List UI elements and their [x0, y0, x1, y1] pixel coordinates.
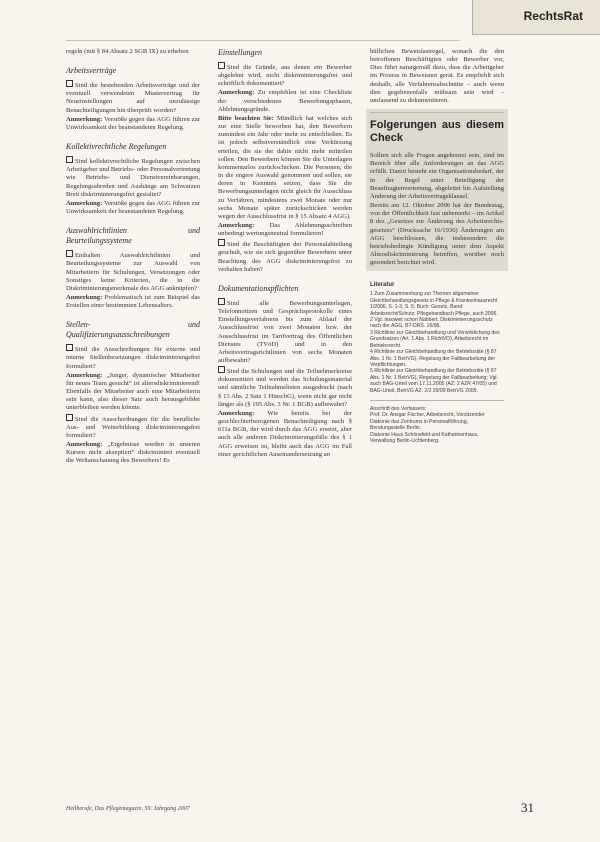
checkbox-icon [66, 156, 73, 163]
note-label: Anmerkung: [66, 293, 103, 301]
note [218, 115, 352, 221]
note-text: Wie bereits bei der geschlechterbezogenen Benachteiligung nach § 611a BGB, der wird durch das AGG ersetzt, aber auch alle anderen Diskriminierungsfälle des § 1 AGG erweisen ist, bleibt auch das AGG im Fall einer gerichtlichen Auseinandersetzung an [218, 409, 352, 458]
page-number: 31 [521, 800, 534, 815]
literature-entry: 2 Vgl. insoweit schon Nabbert, Diskriminierungsschutz nach der AGG, BT-DRS. 16/96. [370, 317, 493, 330]
checklist-item [66, 250, 200, 293]
note-text: Mündlich hat welches sich zur eine Stelle beworben hat, den Bewerbern zumindest ein Jahr oder mehr zu entschließen. Es ist jedoch selbstverständlich eine Verkürzung erteilen, die sie der dahin nicht mehr mitteilen sollen. Den Bewerbern können Sie die Unterlagen kommentarlos zurückschicken. Die Personen, die in die engere Auswahl genommen und sollen, sie deren in Kenntnis setzen, dass Sie die Bewerbungsunterlagen nicht gleich ihr Ausschluss zu Verfahren, mindestens zwei Monate oder nur sechs Monate später zurückschicken werden wegen der Ausschlussfrist in § 15 Absatz 4 AGG). [218, 114, 352, 220]
note-label: Anmerkung: [218, 89, 255, 97]
checklist-item [218, 62, 352, 88]
literature-entry: 3 Richtlinie zur Gleichbehandlung und Verwirklichung des Grundsatzes (Art. 1 Abs. 1 RichtVO), Arbeitsrecht im Betriebsrecht. [370, 329, 500, 349]
checkbox-icon [66, 344, 73, 351]
note-text: Problematisch ist zum Beispiel das Erstellen einer bestimmten Lebensalters. [66, 293, 200, 310]
checkbox-icon [66, 80, 73, 87]
checklist-text: Sind kollektivrechtliche Regelungen zwischen Arbeitgeber und Betriebs- oder Personalvertretung wie Betriebs- und Dienstvereinbarungen, Regelungsabreden und Aushänge am Schwarzen Brett diskriminierungsfrei gestaltet? [66, 158, 200, 198]
paragraph: hüllichen Beweislastregel, wonach die den betroffenen Beschäftigten oder Bewerber vor, Dies führt naturgemäß dazu, dass die Arbeitgeber im Prozess in Beweisnot gerät. Es empfiehlt sich deshalb, alle Verfahrensabschnitte – auch wenn dies gegebenenfalls mühsam sein wird – umfassend zu dokumentieren. [370, 48, 504, 104]
checklist-text: Sind die Schulungen und die Teilnehmerkreise dokumentiert und werden das Schulungsmaterial und sämtliche Teilnahmelisten ausgedruckt (nach § 13 Abs. 2 Satz 1 HinschG), wenn nicht gar nicht länger als (§ 195 Abs. 3 Nr. 1 BGB) aufbewahrt? [218, 368, 352, 408]
literature-entry: 5 Richtlinie zur Gleichbehandlung der Betriebsräte (§ 87 Abs. 1 Nr. 1 BetrVG), Regelung der Fallbearbeitung; Vgl. auch BAG-Urteil vom 17.11.2005 (AZ: 2 AZR 47/05) und BAG-Urteil, BetrVG AZ: 2/2 29/09 BetrVG 2005. [370, 368, 498, 394]
note-text: Verstöße gegen das AGG führen zur Unwirksamkeit der beanstandeten Regelung. [66, 115, 200, 131]
checklist-text: Sind die bestehenden Arbeitsverträge und der eventuell verwendeten Mustervertrag für Neueinstellungen auf unzulässige Benachteiligungen hin überprüft worden? [66, 82, 200, 114]
checklist-text: Sind die Gründe, aus denen ein Bewerber abgelehnt wird, nicht diskriminierungsfrei und schriftlich dokumentiert? [218, 64, 352, 88]
note [66, 372, 200, 413]
author-line: Diakonie Haus Schönefeld und Katharinenhaus, Verwaltung Berlin-Lichtenberg. [370, 431, 479, 444]
author-title: Anschrift des Verfassers: [370, 405, 427, 412]
literature-entry: 4 Richtlinie zur Gleichbehandlung der Betriebsräte (§ 87 Abs. 1 Nr. 1 BetrVG), Regelung der Fallbearbeitung der Verpflichtungen. [370, 349, 497, 368]
column-1 [66, 48, 200, 466]
checkbox-icon [66, 414, 73, 421]
note-text: „Ergebnisse werden in unseren Kursen nicht akzeptiert“ diskriminiert eventuell die Weltanschauung des Bewerbers! Es [66, 441, 200, 465]
note [218, 222, 352, 238]
note-label: Anmerkung: [66, 199, 103, 207]
literature-list [370, 291, 504, 394]
checklist-item [66, 156, 200, 199]
author-line: Prof. Dr. Ansgar Fischer, Arbeitsrecht, Vorsitzender Diakonie des Zentrums in Personalführung, Beratungsstelle Berlin. [370, 412, 485, 432]
section-heading: Dokumentationspflichten [218, 283, 299, 293]
checklist-item [66, 414, 200, 440]
paragraph: regeln (mit § 84 Absatz 2 SGB IX) zu erheben [66, 48, 189, 55]
checklist-text: Sind alle Bewerbungsunterlagen, Telefonnotizen und Gesprächsprotokolle eines Einstellungsverfahrens bis zum Ablauf der Ausschlussfrist von zwei Monaten bzw. der Ausschlussfrist im Tarifvertrag des Öffentlichen Dienstes (TVöD) und in den Arbeitsvertragsrichtlinien von sechs Monaten aufbewahrt? [218, 299, 352, 364]
checkbox-icon [218, 298, 225, 305]
note-label: Anmerkung: [66, 441, 103, 448]
checkbox-icon [218, 62, 225, 69]
column-2 [218, 48, 352, 460]
section-title: RechtsRat [523, 9, 583, 23]
checkbox-icon [218, 239, 225, 246]
checklist-item [218, 298, 352, 365]
checklist-item [66, 80, 200, 115]
note-label: Anmerkung: [66, 115, 103, 123]
header-tab [472, 0, 600, 35]
checklist-item [218, 366, 352, 409]
note [218, 89, 352, 113]
section-heading: Einstellungen [218, 48, 262, 57]
section-heading: Kollektivrechtliche Regelungen [66, 142, 167, 152]
note [66, 441, 200, 465]
divider [370, 400, 504, 401]
note [66, 116, 200, 132]
column-3 [370, 48, 504, 444]
note-label: Bitte beachten Sie: [218, 114, 274, 122]
note-text: Verstöße gegen das AGG führen zur Unwirksamkeit der beanstandeten Regelung. [66, 199, 200, 216]
section-heading: Auswahlrichtlinien und Beurteilungssysteme [66, 226, 200, 246]
checklist-text: Enthalten Auswahlrichtlinien und Beurteilungssysteme zur Auswahl von Mitarbeitern für Schulungen, Versetzungen oder Sonstiges keine Kriterien, die in die Diskriminierungsmerkmale des AGG anknüpfen? [66, 252, 200, 292]
paragraph: Sollten sich alle Fragen angekreuzt sein, sind im Bereich über alle Anforderungen an das AGG erfüllt. Damit besteht ein Organisationsbedarf, der in der Regel unter Beteiligung der Beauftragtenvertretung, abgeleitet bis Aufstellung Änderung der Arbeitsvertragsklausel. [370, 152, 504, 200]
note-text: „Junger, dynamischer Mitarbeiter für neues Team gesucht“ ist altersdiskriminierend! Ebenfalls der Mitarbeiter auch eine Mitarbeiterin sein kann, also dieser Satz auch herausgebildet unterbleiben werden könnte. [66, 371, 200, 412]
note [218, 410, 352, 459]
paragraph: Bereits am 12. Oktober 2006 hat der Bundestag, von der Öffentlichkeit fast unbemerkt – im Artikel 8 des „Gesetzes zur Änderung des Arbeitsrechts-gesetzes“ (Drucksache 16/1936) Änderungen am AGG beschlossen, die insbesondere die betriebsbedingte Kündigung unter dem Aspekt Altersdiskriminierung betreffen, worüber noch gesondert berichtet wird. [370, 202, 504, 267]
checklist-item [218, 239, 352, 274]
top-rule [66, 40, 460, 41]
note [66, 294, 200, 310]
section-heading: Arbeitsverträge [66, 66, 117, 76]
note [66, 200, 200, 216]
note-label: Anmerkung: [66, 371, 103, 379]
checkbox-icon [66, 250, 73, 257]
note-text: Zu empfehlen ist eine Checkliste der verschiedenen Bewerbungsphasen, Ablehnungsgründe. [218, 89, 352, 113]
checklist-text: Sind die Beschäftigten der Personalabteilung geschult, wie sie sich gegenüber Bewerbern unter Beachtung des AGG diskriminierungsfrei zu verhalten haben? [218, 241, 352, 273]
section-heading: Stellen- und Qualifizierungsausschreibungen [66, 320, 200, 340]
note-label: Anmerkung: [218, 221, 255, 229]
author-block [370, 406, 504, 444]
checklist-text: Sind die Ausschreibungen für die berufliche Aus- und Weiterbildung diskriminierungsfrei formuliert? [66, 415, 200, 439]
box-rule [370, 112, 504, 113]
conclusion-box [366, 109, 508, 271]
checklist-text: Sind die Ausschreibungen für externe und interne Stellenbesetzungen diskriminierungsfrei formuliert? [66, 346, 200, 370]
literature-entry: 1 Zum Zusammenhang zur Themen allgemeiner Gleichbehandlungsgesetz in Pflege & Krankenhausrecht 1/2006, S. 1-3, S. 5; Buch: Gesetz, Band: Arbeitsrecht/Schutz; Pflegehandbuch Pflege, auch 2006. [370, 291, 498, 317]
note-text: Das Ablehnungsschreiben unbedingt wertungsneutral formulieren! [218, 221, 352, 238]
checkbox-icon [218, 366, 225, 373]
checklist-item [66, 344, 200, 370]
journal-footer: Heilberufe, Das Pflegemagazin, 59. Jahrgang 2007 [66, 806, 190, 812]
note-label: Anmerkung: [218, 409, 255, 417]
box-title: Folgerungen aus diesem Check [370, 119, 504, 145]
literature-title: Literatur [370, 282, 395, 289]
